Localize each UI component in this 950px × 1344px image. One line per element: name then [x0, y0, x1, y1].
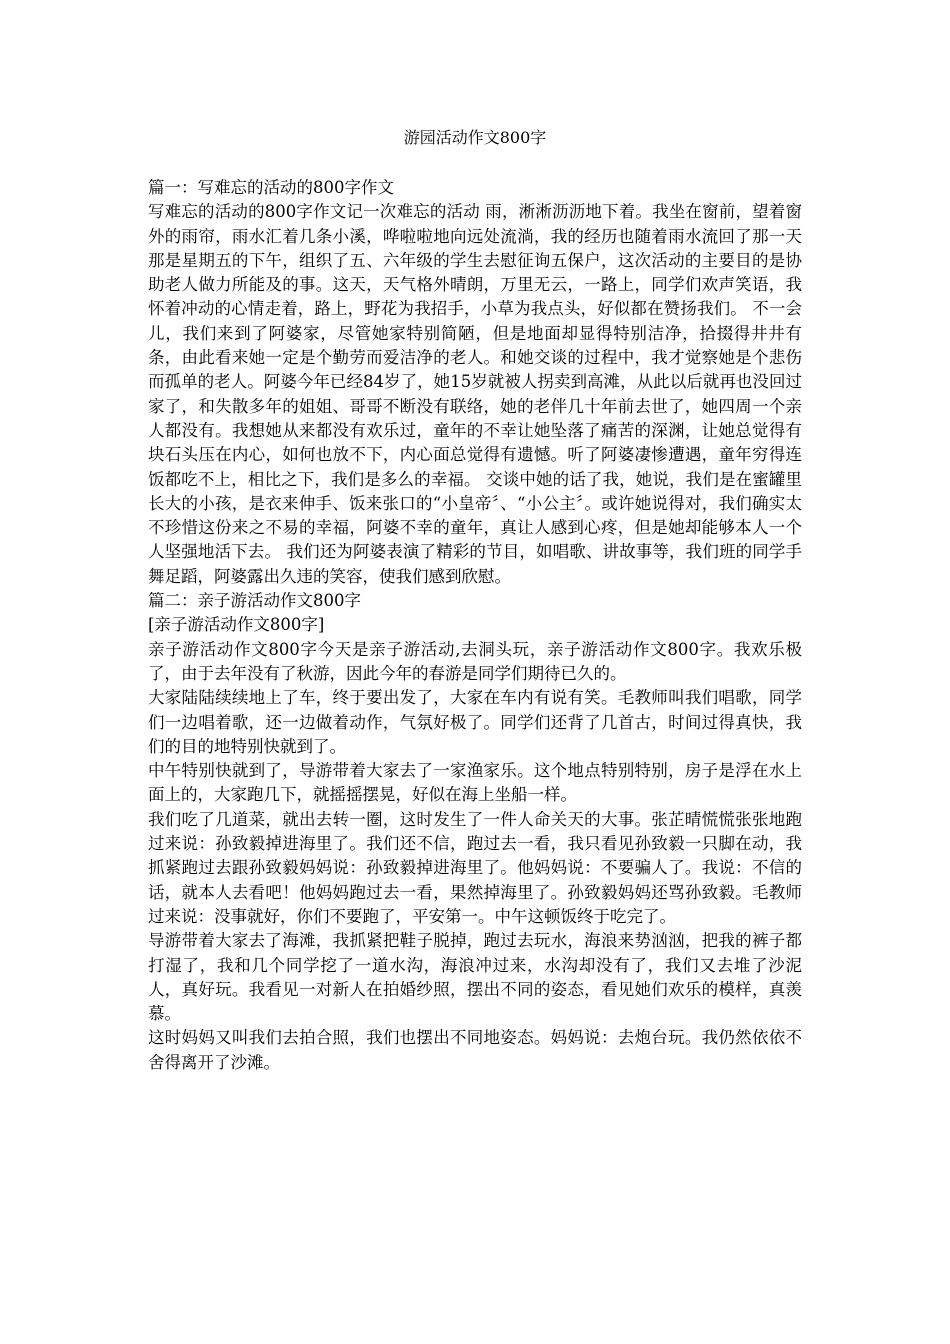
paragraph: 这时妈妈又叫我们去拍合照，我们也摆出不同地姿态。妈妈说：去炮台玩。我仍然依依不舍得离开了沙滩。 — [148, 1028, 802, 1072]
document-body — [148, 176, 802, 1075]
section-heading-2: 篇二：亲子游活动作文800字 — [148, 591, 361, 611]
paragraph: 写难忘的活动的800字作文记一次难忘的活动 雨，淅淅沥沥地下着。我坐在窗前，望着窗外的雨帘，雨水汇着几条小溪，哗啦啦地向远处流淌，我的经历也随着雨水流回了那一天 那是星期五的下午，组织了五、六年级的学生去慰征询五保户，这次活动的主要目的是协助老人做力所能及的事。这天，天气格外晴朗，万里无云，一路上，同学们欢声笑语，我怀着冲动的心情走着，路上，野花为我招手，小草为我点头，好似都在赞扬我们。 不一会儿，我们来到了阿婆家，尽管她家特别简陋，但是地面却显得特别洁净，拾掇得井井有条，由此看来她一定是个勤劳而爱洁净的老人。和她交谈的过程中，我才觉察她是个悲伤而孤单的老人。阿婆今年已经84岁了，她15岁就被人拐卖到高滩，从此以后就再也没回过家了，和失散多年的姐姐、哥哥不断没有联络，她的老伴几十年前去世了，她四周一个亲人都没有。我想她从来都没有欢乐过，童年的不幸让她坠落了痛苦的深渊，让她总觉得有块石头压在内心，如何也放不下，内心面总觉得有遗憾。听了阿婆凄惨遭遇，童年穷得连饭都吃不上，相比之下，我们是多么的幸福。 交谈中她的话了我，她说，我们是在蜜罐里长大的小孩，是衣来伸手、饭来张口的“小皇帝〞、“小公主〞。或许她说得对，我们确实太不珍惜这份来之不易的幸福，阿婆不幸的童年，真让人感到心疼，但是她却能够本人一个人坚强地活下去。 我们还为阿婆表演了精彩的节目，如唱歌、讲故事等，我们班的同学手舞足蹈，阿婆露出久违的笑容，使我们感到欣慰。 — [148, 202, 802, 586]
paragraph: 大家陆陆续续地上了车，终于要出发了，大家在车内有说有笑。毛教师叫我们唱歌，同学们一边唱着歌，还一边做着动作，气氛好极了。同学们还背了几首古，时间过得真快，我们的目的地特别快就到了。 — [148, 688, 802, 756]
document-title: 游园活动作文800字 — [403, 128, 547, 147]
paragraph: 我们吃了几道菜，就出去转一圈，这时发生了一件人命关天的大事。张芷晴慌慌张张地跑过来说：孙致毅掉进海里了。我们还不信，跑过去一看，我只看见孙致毅一只脚在动，我抓紧跑过去跟孙致毅妈妈说：孙致毅掉进海里了。他妈妈说：不要骗人了。我说：不信的话，就本人去看吧！他妈妈跑过去一看，果然掉海里了。孙致毅妈妈还骂孙致毅。毛教师过来说：没事就好，你们不要跑了，平安第一。中午这顿饭终于吃完了。 — [148, 809, 802, 926]
paragraph: 导游带着大家去了海滩，我抓紧把鞋子脱掉，跑过去玩水，海浪来势汹汹，把我的裤子都打湿了，我和几个同学挖了一道水沟，海浪冲过来，水沟却没有了，我们又去堆了沙泥人，真好玩。我看见一对新人在拍婚纱照，摆出不同的姿态，看见她们欢乐的模样，真羡慕。 — [148, 931, 802, 1024]
section-heading-1: 篇一：写难忘的活动的800字作文 — [148, 178, 394, 197]
section-subheading: [亲子游活动作文800字] — [148, 615, 325, 635]
paragraph: 中午特别快就到了，导游带着大家去了一家渔家乐。这个地点特别特别，房子是浮在水上面上的，大家跑几下，就摇摇摆晃，好似在海上坐船一样。 — [148, 761, 802, 805]
paragraph: 亲子游活动作文800字今天是亲子游活动,去洞头玩，亲子游活动作文800字。我欢乐极了，由于去年没有了秋游，因此今年的春游是同学们期待已久的。 — [148, 639, 802, 683]
